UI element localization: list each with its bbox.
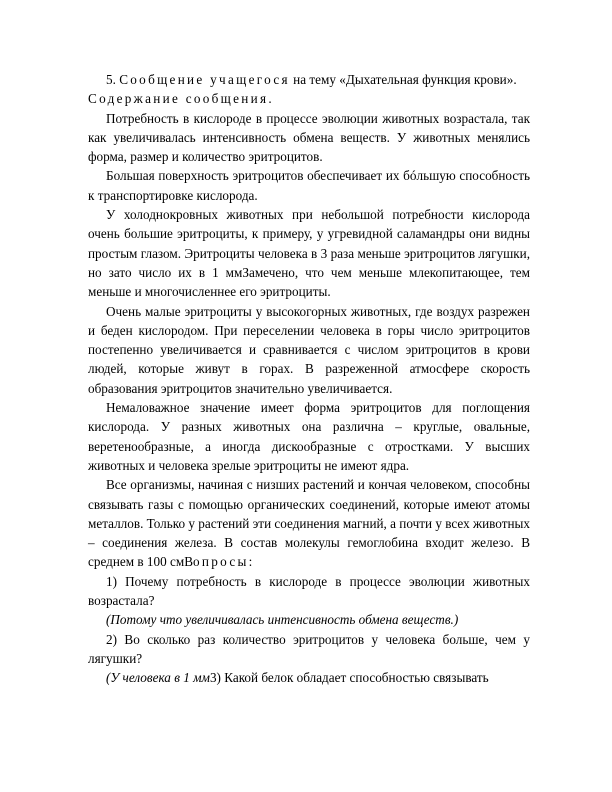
content-heading: Содержание сообщения. <box>88 91 274 107</box>
paragraph-5: Немаловажное значение имеет форма эритроцитов для поглощения кислорода. У разных животных она различна – круглые, овальные, веретенообразные, а иногда дискообразные с отростками. У высших животных и человека зрелые эритроциты не имеют ядра. <box>88 400 530 473</box>
section-title-spaced: Сообщение учащегося <box>119 72 290 87</box>
questions-heading: опросы: <box>193 554 255 570</box>
paragraph-6 <box>88 475 530 571</box>
paragraph-3: У холоднокровных животных при небольшой потребности кислорода очень большие эритроциты, к примеру, у угревидной саламандры они видны простым глазом. Эритроциты человека в 3 раза меньше эритроцитов лягушки, но зато число их в 1 ммЗамечено, что чем меньше млекопитающее, тем меньше и многочисленнее его эритроциты. <box>88 207 530 300</box>
paragraph-4: Очень малые эритроциты у высокогорных животных, где воздух разрежен и беден кислородом. При переселении человека в горы число эритроцитов постепенно увеличивается и сравнивается с числом эритроцитов в крови людей, которые живут в горах. В разреженной атмосфере скорость образования эритроцитов значительно увеличивается. <box>88 303 530 396</box>
section-title-rest: на тему «Дыхательная функция крови». <box>289 72 517 87</box>
question-3: 3) Какой белок обладает способностью связывать <box>209 670 489 686</box>
paragraph-6-text: Все организмы, начиная с низших растений и кончая человеком, способны связывать газы с помощью органических соединений, которые имеют атомы металлов. Только у растений эти соединения магний, а почти у всех животных – соединения железа. В состав молекулы гемоглобина входит железо. В среднем в 100 смВ <box>88 477 530 570</box>
section-title <box>88 70 530 89</box>
question-2: 2) Во сколько раз количество эритроцитов у человека больше, чем у лягушки? <box>88 631 530 666</box>
section-number: 5. <box>106 72 116 87</box>
paragraph-2: Большая поверхность эритроцитов обеспечивает их бóльшую способность к транспортировке кислорода. <box>88 168 530 203</box>
answer-2: (У человека в 1 мм <box>106 670 210 686</box>
paragraph-1: Потребность в кислороде в процессе эволюции животных возрастала, так как увеличивалась интенсивность обмена веществ. У животных менялись форма, размер и количество эритроцитов. <box>88 110 530 165</box>
question-1: 1) Почему потребность в кислороде в процессе эволюции животных возрастала? <box>88 573 530 609</box>
answer-1: (Потому что увеличивалась интенсивность обмена веществ.) <box>106 612 459 628</box>
answer-2-line <box>88 668 530 687</box>
document-page <box>88 70 530 688</box>
